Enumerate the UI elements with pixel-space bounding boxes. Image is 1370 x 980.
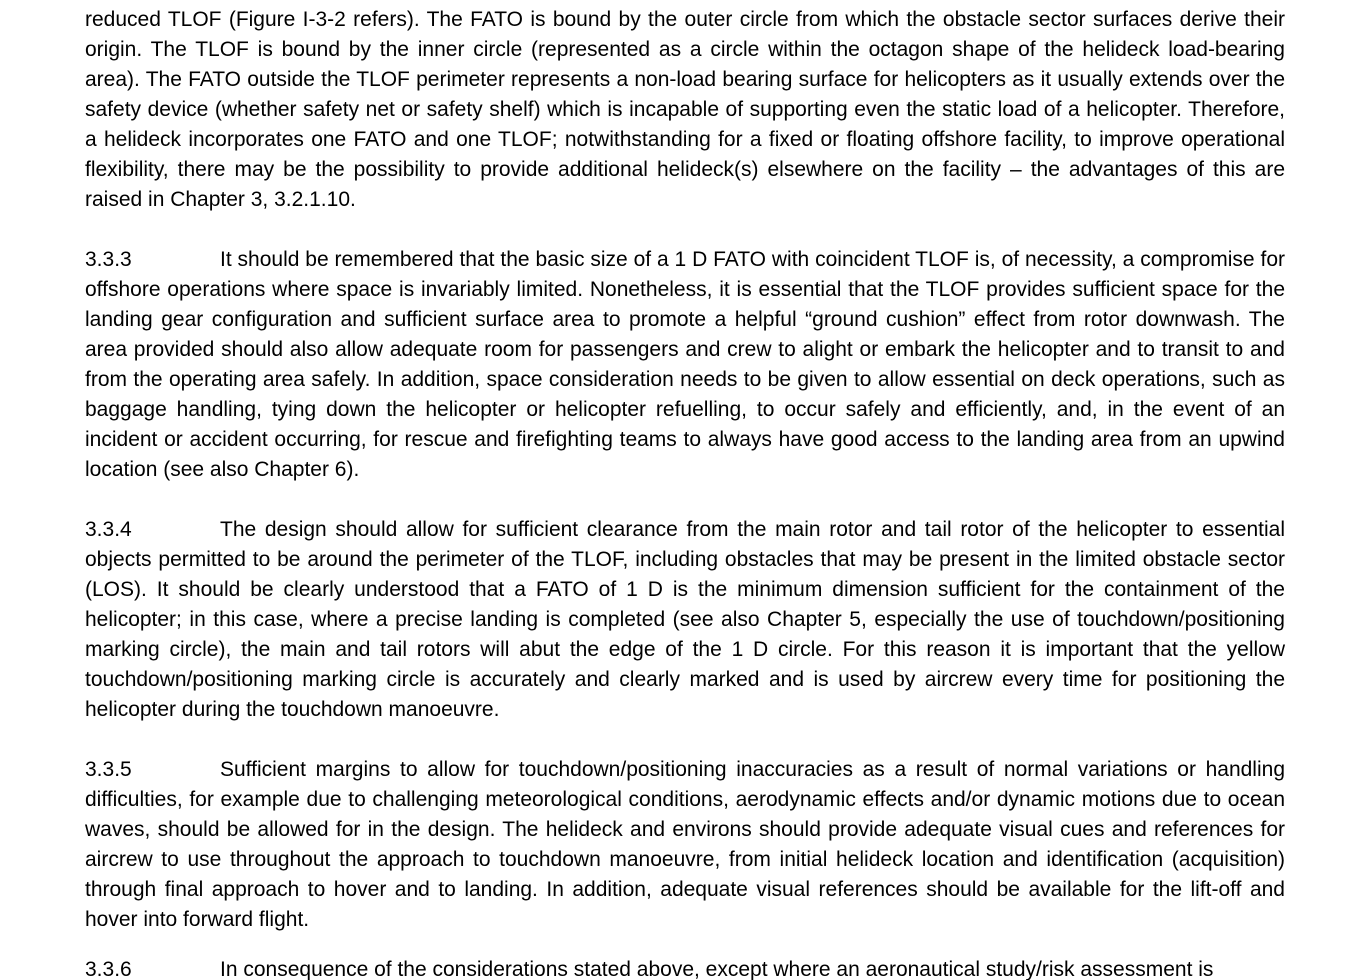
paragraph-number: 3.3.6: [85, 958, 132, 980]
paragraph-3-3-3: [85, 245, 1285, 485]
paragraph-text: It should be remembered that the basic size of a 1 D FATO with coincident TLOF is, of necessity, a compromise for offshore operations where space is invariably limited. Nonetheless, it is essential that the TLOF provides sufficient space for the landing gear configuration and sufficient surface area to promote a helpful “ground cushion” effect from rotor downwash. The area provided should also allow adequate room for passengers and crew to alight or embark the helicopter and to transit to and from the operating area safely. In addition, space consideration needs to be given to allow essential on deck operations, such as baggage handling, tying down the helicopter or helicopter refuelling, to occur safely and efficiently, and, in the event of an incident or accident occurring, for rescue and firefighting teams to always have good access to the landing area from an upwind location (see also Chapter 6).: [85, 248, 1285, 481]
paragraph-3-3-5: [85, 755, 1285, 935]
paragraph-number: 3.3.4: [85, 518, 132, 541]
paragraph-text: The design should allow for sufficient clearance from the main rotor and tail rotor of the helicopter to essential objects permitted to be around the perimeter of the TLOF, including obstacles that may be present in the limited obstacle sector (LOS). It should be clearly understood that a FATO of 1 D is the minimum dimension sufficient for the containment of the helicopter; in this case, where a precise landing is completed (see also Chapter 5, especially the use of touchdown/positioning marking circle), the main and tail rotors will abut the edge of the 1 D circle. For this reason it is important that the yellow touchdown/positioning marking circle is accurately and clearly marked and is used by aircrew every time for positioning the helicopter during the touchdown manoeuvre.: [85, 518, 1285, 721]
paragraph-text: Sufficient margins to allow for touchdown/positioning inaccuracies as a result of normal variations or handling difficulties, for example due to challenging meteorological conditions, aerodynamic effects and/or dynamic motions due to ocean waves, should be allowed for in the design. The helideck and environs should provide adequate visual cues and references for aircrew to use throughout the approach to touchdown manoeuvre, from initial helideck location and identification (acquisition) through final approach to hover and to landing. In addition, adequate visual references should be available for the lift-off and hover into forward flight.: [85, 758, 1285, 931]
paragraph-number: 3.3.3: [85, 248, 132, 271]
paragraph-text: In consequence of the considerations stated above, except where an aeronautical study/risk assessment is: [220, 958, 1214, 980]
paragraph-3-3-2-continuation: reduced TLOF (Figure I-3-2 refers). The FATO is bound by the outer circle from which the obstacle sector surfaces derive their origin. The TLOF is bound by the inner circle (represented as a circle within the octagon shape of the helideck load-bearing area). The FATO outside the TLOF perimeter represents a non-load bearing surface for helicopters as it usually extends over the safety device (whether safety net or safety shelf) which is incapable of supporting even the static load of a helicopter. Therefore, a helideck incorporates one FATO and one TLOF; notwithstanding for a fixed or floating offshore facility, to improve operational flexibility, there may be the possibility to provide additional helideck(s) elsewhere on the facility – the advantages of this are raised in Chapter 3, 3.2.1.10.: [85, 8, 1285, 211]
paragraph-3-3-4: [85, 515, 1285, 725]
paragraph-number: 3.3.5: [85, 758, 132, 781]
paragraph-3-3-6-cut: [85, 955, 1285, 980]
